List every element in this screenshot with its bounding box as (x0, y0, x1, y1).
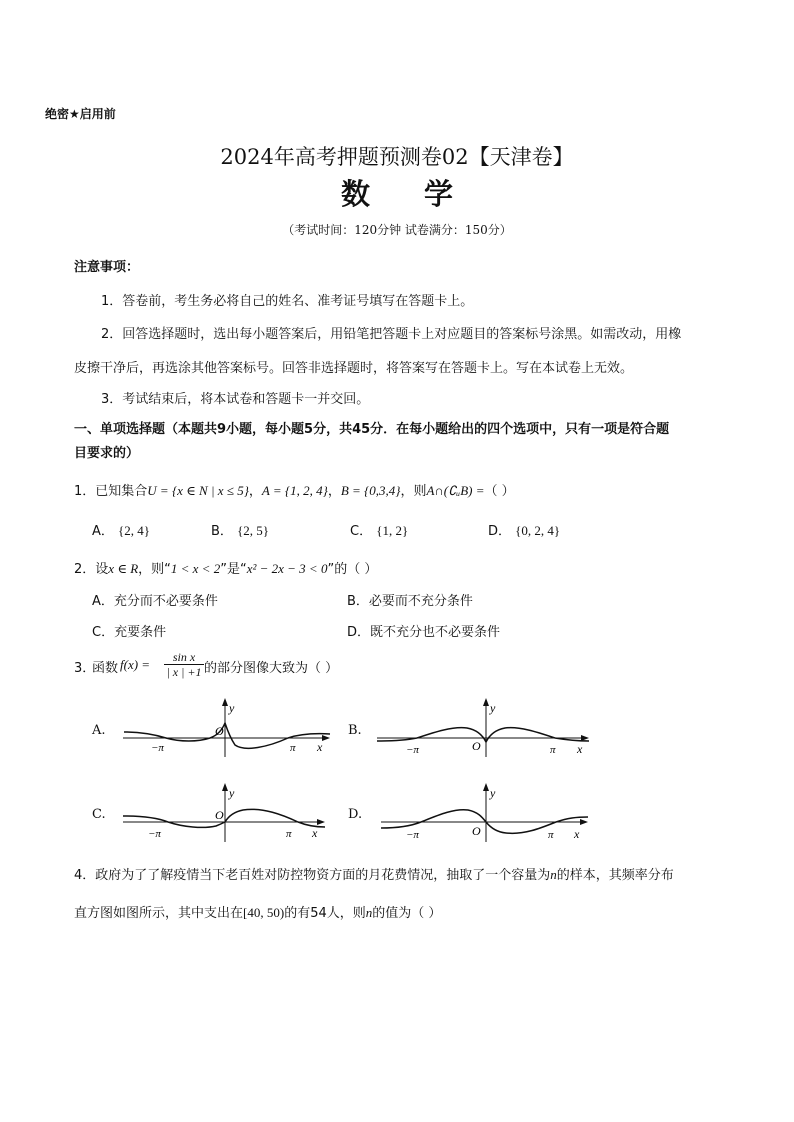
q3-graph-b[interactable] (372, 695, 597, 760)
x-axis-arrow-icon (317, 819, 325, 825)
y-label: y (229, 786, 235, 800)
q2-option-d-value: 既不充分也不必要条件 (370, 625, 501, 640)
q1-option-b-value: {2, 5} (237, 523, 270, 538)
x-label: x (574, 827, 580, 841)
origin-label: O (215, 808, 224, 822)
q2-condition-1: 1 < x < 2 (170, 561, 221, 576)
q1-option-b[interactable] (211, 520, 269, 539)
q4-number: 4． (74, 868, 96, 883)
pi-label: π (290, 742, 296, 754)
question-4-line-2 (74, 902, 441, 921)
q1-sep-3: ，则 (400, 484, 427, 499)
q4-line-2-prefix: 直方图如图所示，其中支出在 (74, 906, 244, 921)
subject-title: 数 学 (340, 177, 476, 211)
q4-n-variable-1: n (550, 867, 557, 882)
x-axis-arrow-icon (581, 735, 589, 741)
q3-graph-a[interactable] (118, 695, 338, 760)
q1-sep-2: ， (327, 484, 341, 499)
q3-denominator: | x | +1 (166, 665, 202, 679)
y-axis-arrow-icon (222, 783, 228, 791)
q1-answer-paren: （ ） (484, 484, 515, 499)
q1-option-d-value: {0, 2, 4} (515, 523, 561, 538)
notes-item-3: 3．考试结束后，将本试卷和答题卡一并交回。 (101, 392, 370, 407)
q1-set-u: U = {x ∈ N | x ≤ 5} (147, 483, 249, 498)
notes-heading: 注意事项： (74, 260, 140, 275)
q2-option-a-value: 充分而不必要条件 (113, 594, 218, 609)
q3-numerator: sin x (164, 650, 204, 665)
x-label: x (312, 826, 318, 840)
q4-n-variable-2: n (365, 905, 373, 920)
q2-option-a[interactable] (92, 590, 218, 609)
q3-number: 3． (74, 661, 96, 676)
x-axis-arrow-icon (322, 735, 330, 741)
q3-option-b-label[interactable]: B. (348, 723, 362, 738)
q2-option-d[interactable] (347, 621, 500, 640)
x-label: x (577, 742, 583, 756)
exam-title: 2024年高考押题预测卷02【天津卷】 (220, 145, 574, 169)
x-label: x (317, 740, 323, 754)
confidential-mark: 绝密★启用前 (45, 107, 116, 121)
q3-fraction (164, 650, 204, 680)
x-axis-arrow-icon (580, 819, 588, 825)
q4-line-1-text: 政府为了了解疫情当下老百姓对防控物资方面的月花费情况，抽取了一个容量为 (95, 868, 551, 883)
q1-option-a[interactable] (92, 520, 150, 539)
y-axis-arrow-icon (483, 783, 489, 791)
function-curve (123, 809, 325, 827)
q2-option-a-label: A． (92, 594, 114, 609)
q3-graph-c[interactable] (118, 780, 333, 845)
notes-item-2-line-1: 2．回答选择题时，选出每小题答案后，用铅笔把答题卡上对应题目的答案标号涂黑。如需改动，用橡 (101, 327, 682, 342)
q2-option-c-value: 充要条件 (114, 625, 167, 640)
y-label: y (490, 701, 496, 715)
neg-pi-label: −π (406, 744, 419, 756)
q2-option-b-value: 必要而不充分条件 (368, 594, 473, 609)
q3-function-name: f(x) = (120, 657, 151, 672)
question-1 (74, 480, 515, 499)
y-axis-arrow-icon (222, 698, 228, 706)
q4-line-1-end: 的样本，其频率分布 (556, 868, 674, 883)
q1-number: 1． (74, 484, 96, 499)
q1-sep-1: ， (248, 484, 262, 499)
q1-option-d[interactable] (488, 520, 560, 539)
q1-option-a-label: A． (92, 524, 114, 539)
q2-text-mid-1: ，则“ (138, 562, 171, 577)
pi-label: π (286, 828, 292, 840)
pi-label: π (550, 744, 556, 756)
q3-option-a-label[interactable]: A. (92, 723, 106, 738)
q1-option-c-value: {1, 2} (376, 523, 409, 538)
q1-option-a-value: {2, 4} (118, 523, 151, 538)
q3-text-end: 的部分图像大致为（ ） (204, 661, 339, 676)
notes-item-1: 1．答卷前，考生务必将自己的姓名、准考证号填写在答题卡上。 (101, 294, 474, 309)
q2-option-b-label: B． (347, 594, 369, 609)
neg-pi-label: −π (406, 829, 419, 841)
q4-line-2-mid: 的有54人，则 (284, 906, 366, 921)
pi-label: π (548, 829, 554, 841)
q2-option-b[interactable] (347, 590, 473, 609)
exam-info: （考试时间：120分钟 试卷满分：150分） (282, 223, 512, 237)
neg-pi-label: −π (151, 742, 164, 754)
notes-item-2-line-2: 皮擦干净后，再选涂其他答案标号。回答非选择题时，将答案写在答题卡上。写在本试卷上无效。 (74, 361, 634, 376)
q1-expression: A∩(∁ᵤB) = (426, 483, 485, 498)
q1-option-c[interactable] (350, 520, 408, 539)
q2-option-c[interactable] (92, 621, 166, 640)
y-label: y (490, 786, 496, 800)
q1-set-a: A = {1, 2, 4} (261, 483, 328, 498)
origin-label: O (472, 824, 481, 838)
function-curve (377, 728, 589, 742)
q1-option-d-label: D． (488, 524, 512, 539)
neg-pi-label: −π (148, 828, 161, 840)
q2-number: 2． (74, 562, 96, 577)
q2-text-prefix: 设 (95, 562, 109, 577)
q1-option-b-label: B． (211, 524, 233, 539)
section-heading-line-1: 一、单项选择题（本题共9小题，每小题5分，共45分．在每小题给出的四个选项中，只有一项是符合题 (74, 422, 670, 437)
q1-option-c-label: C． (350, 524, 373, 539)
q3-option-c-label[interactable]: C. (92, 807, 106, 822)
q2-variable: x ∈ R (108, 561, 139, 576)
section-heading-line-2: 目要求的） (74, 446, 140, 461)
q2-text-mid-2: ”是“ (220, 562, 247, 577)
q3-text-prefix: 函数 (92, 661, 119, 676)
q2-text-end: ”的（ ） (327, 562, 378, 577)
origin-label: O (472, 739, 481, 753)
q4-line-2-end: 的值为（ ） (372, 906, 442, 921)
q2-option-d-label: D． (347, 625, 371, 640)
origin-label: O (215, 724, 224, 738)
y-label: y (229, 701, 235, 715)
q2-option-c-label: C． (92, 625, 115, 640)
q3-graph-d[interactable] (376, 780, 596, 845)
q1-text-prefix: 已知集合 (95, 484, 148, 499)
question-2 (74, 558, 377, 577)
q4-interval: [40, 50) (243, 905, 285, 920)
q3-option-d-label[interactable]: D. (348, 807, 363, 822)
y-axis-arrow-icon (483, 698, 489, 706)
question-4-line-1 (74, 864, 674, 883)
q1-set-b: B = {0,3,4} (340, 483, 401, 498)
q2-condition-2: x² − 2x − 3 < 0 (246, 561, 328, 576)
